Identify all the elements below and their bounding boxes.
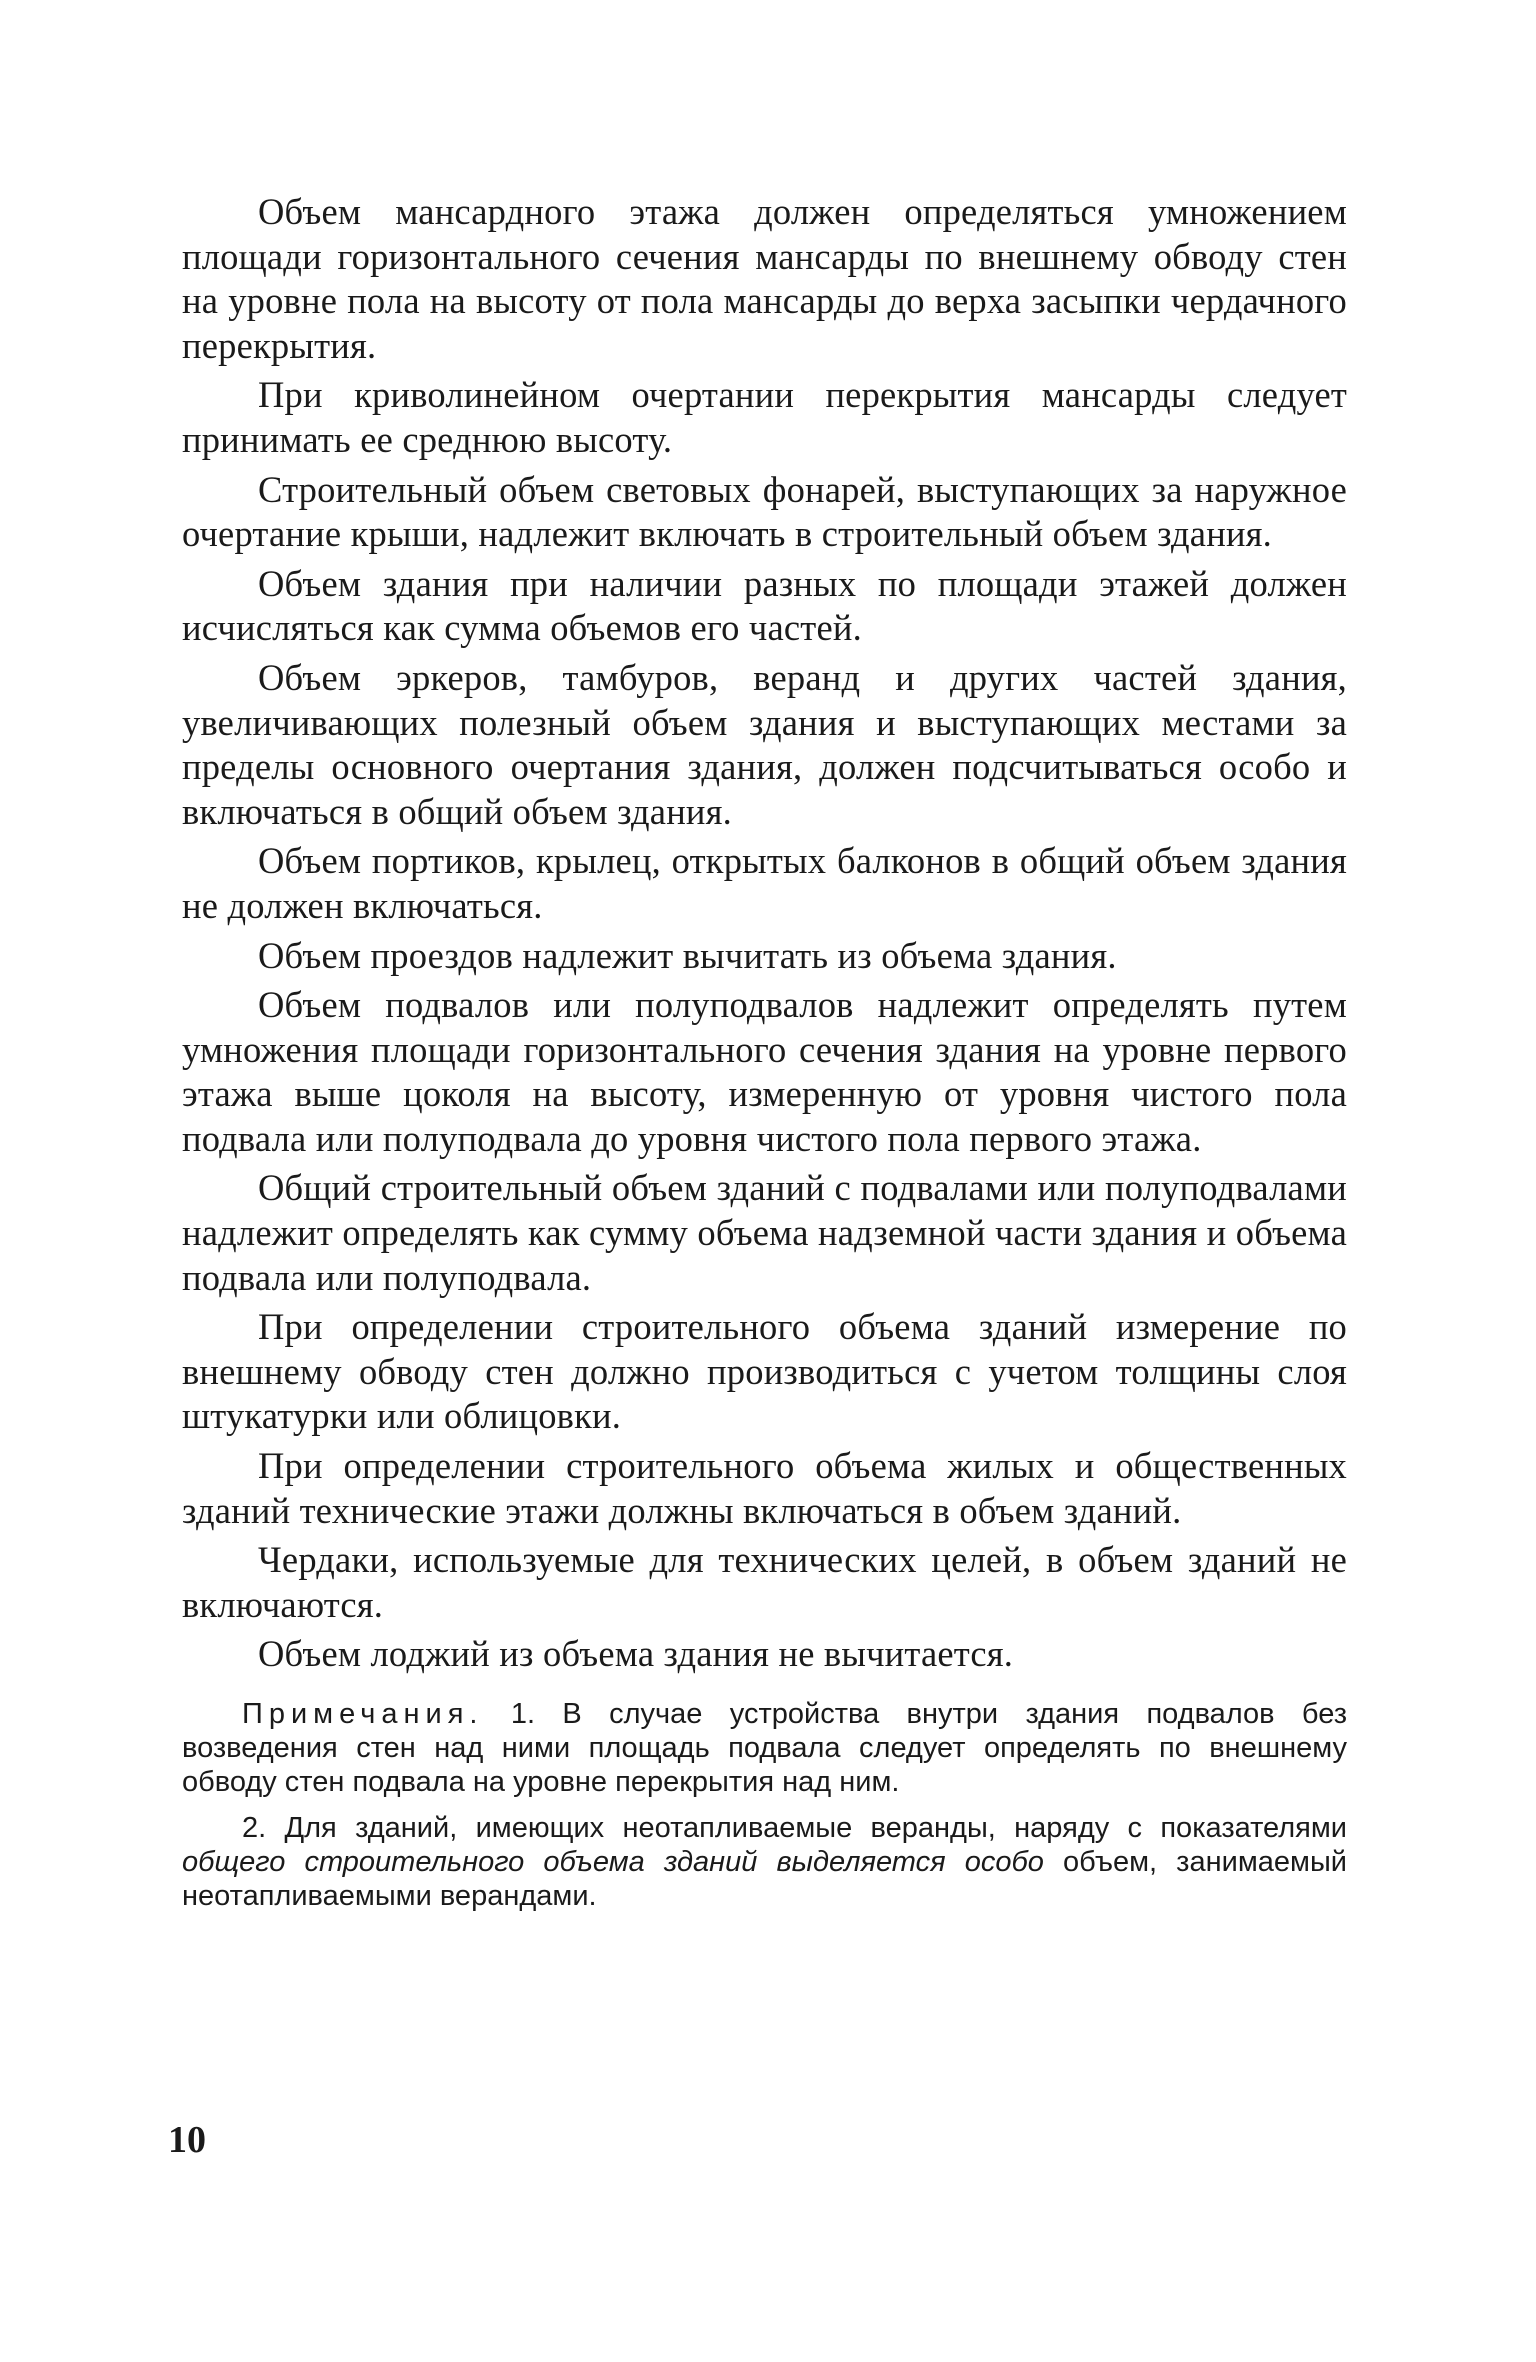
note-2-end: объем, занимаемый неотапливаемыми верандами. <box>182 1846 1348 1912</box>
note-1 <box>182 1697 1347 1799</box>
paragraph-total-volume: Общий строительный объем зданий с подвалами или полуподвалами надлежит определять как сумму объема надземной части здания и объема подвала или полуподвала. <box>182 1167 1347 1298</box>
paragraph-technical-floors: При определении строительного объема жилых и общественных зданий технические этажи должны включаться в объем зданий. <box>182 1445 1347 1531</box>
paragraph-curved-ceiling: При криволинейном очертании перекрытия мансарды следует принимать ее среднюю высоту. <box>182 374 1347 460</box>
paragraph-mansard-volume: Объем мансардного этажа должен определяться умножением площади горизонтального сечения мансарды по внешнему обводу стен на уровне пола на высоту от пола мансарды до верха засыпки чердачного перекрытия. <box>182 191 1347 366</box>
note-2-start: 2. Для зданий, имеющих неотапливаемые веранды, наряду с показателями <box>242 1812 1347 1844</box>
notes-section <box>182 1697 1347 1913</box>
paragraph-bay-windows: Объем эркеров, тамбуров, веранд и других частей здания, увеличивающих полезный объем здания и выступающих местами за пределы основного очертания здания, должен подсчитываться особо и включаться в общий объем здания. <box>182 656 1347 832</box>
note-2-italic: общего строительного объема зданий выделяется особо <box>182 1846 1044 1878</box>
note-2 <box>182 1811 1347 1913</box>
paragraph-passages: Объем проездов надлежит вычитать из объема здания. <box>258 934 1117 976</box>
paragraph-skylights: Строительный объем световых фонарей, выступающих за наружное очертание крыши, надлежит включать в строительный объем здания. <box>182 468 1347 555</box>
paragraph-floor-areas: Объем здания при наличии разных по площади этажей должен исчисляться как сумма объемов его частей. <box>182 562 1347 649</box>
paragraph-porticos: Объем портиков, крылец, открытых балконов в общий объем здания не должен включаться. <box>182 840 1347 926</box>
paragraph-plaster-thickness: При определении строительного объема зданий измерение по внешнему обводу стен должно производиться с учетом толщины слоя штукатурки или облицовки. <box>182 1306 1347 1437</box>
paragraph-attics: Чердаки, используемые для технических целей, в объем зданий не включаются. <box>182 1539 1347 1625</box>
note-1-text: 1. В случае устройства внутри здания подвалов без возведения стен над ними площадь подвала следует определять по внешнему обводу стен подвала на уровне перекрытия над ним. <box>182 1698 1347 1798</box>
page-number: 10 <box>168 2119 206 2161</box>
paragraph-basements: Объем подвалов или полуподвалов надлежит определять путем умножения площади горизонтального сечения здания на уровне первого этажа выше цоколя на высоту, измеренную от уровня чистого пола подвала или полуподвала до уровня чистого пола первого этажа. <box>182 984 1347 1159</box>
body-text <box>182 190 1347 1925</box>
notes-label: Примечания. <box>242 1698 484 1730</box>
paragraph-loggias: Объем лоджий из объема здания не вычитается. <box>258 1633 1014 1675</box>
